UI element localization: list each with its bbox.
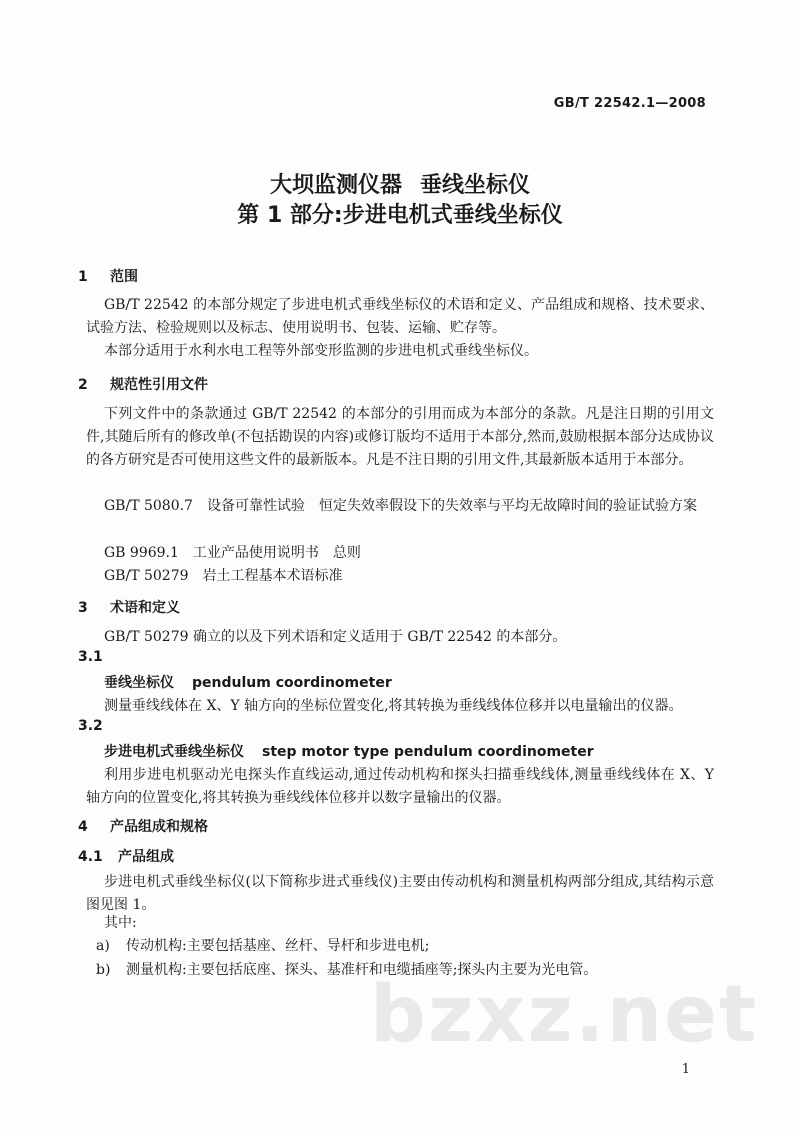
document-title-line1 xyxy=(0,168,800,199)
reference-gbt-50279: GB/T 50279 岩土工程基本术语标准 xyxy=(104,568,343,584)
section-heading-1: 1 范围 xyxy=(78,269,138,285)
section1-paragraph2: 本部分适用于水利水电工程等外部变形监测的步进电机式垂线坐标仪。 xyxy=(104,343,538,359)
term-3-1-number: 3.1 xyxy=(78,649,103,665)
watermark: bzxz.net xyxy=(370,970,759,1060)
title-part2: 垂线坐标仪 xyxy=(420,173,531,198)
section2-paragraph1: 下列文件中的条款通过 GB/T 22542 的本部分的引用而成为本部分的条款。凡是注日期的引用文件,其随后所有的修改单(不包括勘误的内容)或修订版均不适用于本部分,然而,鼓励根据本部分达成协议的各方研究是否可使用这些文件的最新版本。凡是不注日期的引用文件,其最新版本适用于本部分。 xyxy=(86,406,714,468)
section4-paragraph1: 步进电机式垂线坐标仪(以下简称步进式垂线仪)主要由传动机构和测量机构两部分组成,其结构示意图见图 1。 xyxy=(86,874,714,913)
term-3-2-definition: 利用步进电机驱动光电探头作直线运动,通过传动机构和探头扫描垂线线体,测量垂线线体在 X、Y 轴方向的位置变化,将其转换为垂线线体位移并以数字量输出的仪器。 xyxy=(86,767,714,806)
section3-paragraph1: GB/T 50279 确立的以及下列术语和定义适用于 GB/T 22542 的本部分。 xyxy=(104,629,567,645)
title-part1: 大坝监测仪器 xyxy=(269,173,402,198)
document-title-line2: 第 1 部分:步进电机式垂线坐标仪 xyxy=(237,203,563,228)
reference-gbt-5080-7: GB/T 5080.7 设备可靠性试验 恒定失效率假设下的失效率与平均无故障时间的验证试验方案 xyxy=(104,498,697,514)
reference-gb-9969-1: GB 9969.1 工业产品使用说明书 总则 xyxy=(104,545,361,561)
section-heading-4: 4 产品组成和规格 xyxy=(78,819,208,835)
page-number: 1 xyxy=(681,1062,690,1077)
term-3-1-definition: 测量垂线线体在 X、Y 轴方向的坐标位置变化,将其转换为垂线线体位移并以电量输出的仪器。 xyxy=(104,698,683,714)
section1-paragraph1: GB/T 22542 的本部分规定了步进电机式垂线坐标仪的术语和定义、产品组成和规格、技术要求、试验方法、检验规则以及标志、使用说明书、包装、运输、贮存等。 xyxy=(86,297,714,336)
list-item-a: a) 传动机构:主要包括基座、丝杆、导杆和步进电机; xyxy=(96,938,430,954)
term-3-2: 步进电机式垂线坐标仪 step motor type pendulum coordinometer xyxy=(104,744,594,760)
section-heading-3: 3 术语和定义 xyxy=(78,600,180,616)
section4-paragraph2: 其中: xyxy=(104,915,137,931)
list-item-b: b) 测量机构:主要包括底座、探头、基准杆和电缆插座等;探头内主要为光电管。 xyxy=(96,962,598,978)
term-3-1: 垂线坐标仪 pendulum coordinometer xyxy=(104,675,392,691)
standard-number: GB/T 22542.1—2008 xyxy=(553,96,706,111)
subsection-heading-4-1: 4.1 产品组成 xyxy=(78,849,174,865)
section-heading-2: 2 规范性引用文件 xyxy=(78,377,208,393)
term-3-2-number: 3.2 xyxy=(78,718,103,734)
